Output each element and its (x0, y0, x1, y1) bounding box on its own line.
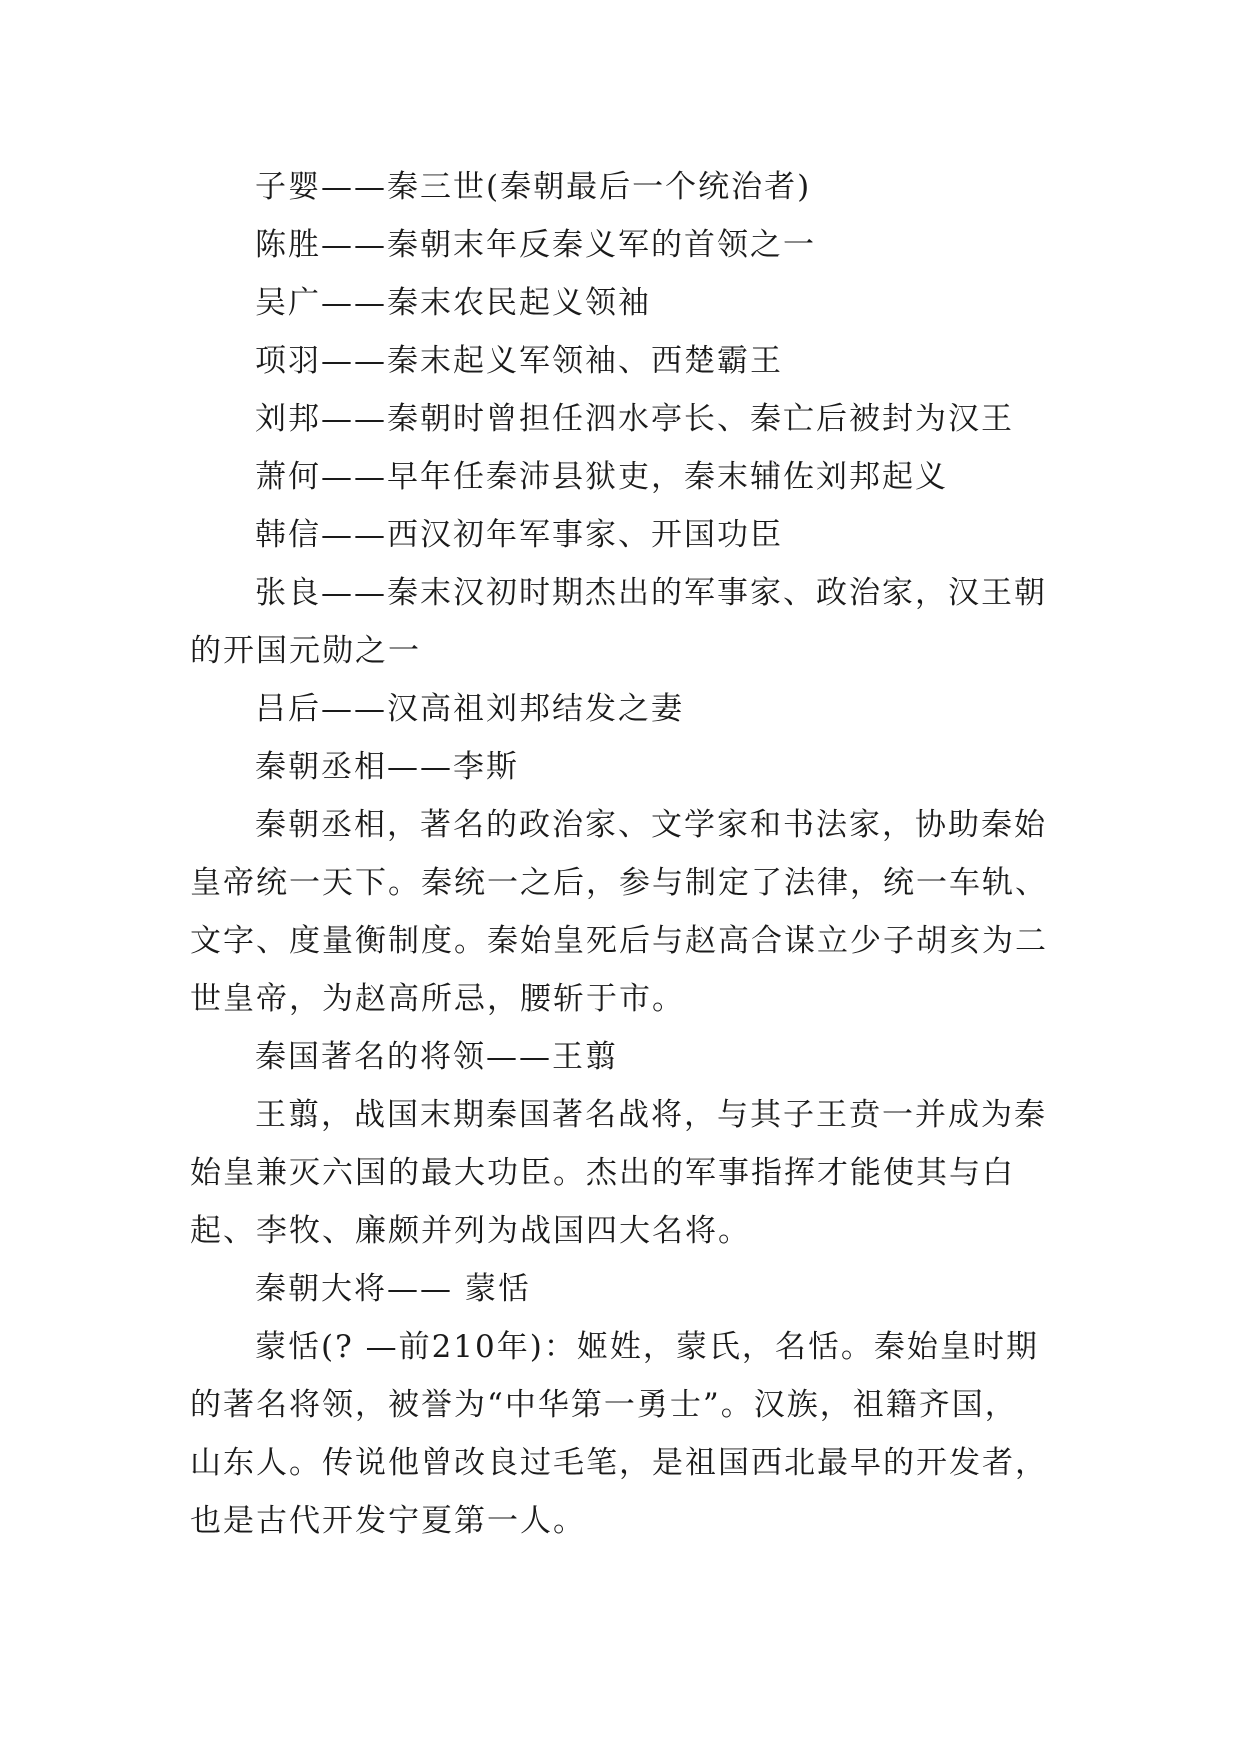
paragraph-wuguang: 吴广——秦末农民起义领袖 (255, 285, 651, 321)
heading-lisi: 秦朝丞相——李斯 (255, 749, 519, 785)
paragraph-lvhou: 吕后——汉高祖刘邦结发之妻 (255, 691, 684, 727)
paragraph-chensheng: 陈胜——秦朝末年反秦义军的首领之一 (255, 227, 816, 263)
paragraph-zhangliang: 张良——秦末汉初时期杰出的军事家、政治家，汉王朝的开国元勋之一 (190, 575, 1047, 669)
paragraph-wangjian-bio: 王翦，战国末期秦国著名战将，与其子王贲一并成为秦始皇兼灭六国的最大功臣。杰出的军事指挥才能使其与白起、李牧、廉颇并列为战国四大名将。 (190, 1097, 1047, 1249)
paragraph-xiaohe: 萧何——早年任秦沛县狱吏，秦末辅佐刘邦起义 (255, 459, 948, 495)
paragraph-ziying: 子婴——秦三世(秦朝最后一个统治者) (255, 169, 812, 205)
paragraph-lisi-bio: 秦朝丞相，著名的政治家、文学家和书法家，协助秦始皇帝统一天下。秦统一之后，参与制定了法律，统一车轨、文字、度量衡制度。秦始皇死后与赵高合谋立少子胡亥为二世皇帝，为赵高所忌，腰斩于市。 (190, 807, 1048, 1017)
paragraph-mengtian-bio: 蒙恬(? —前210年)：姬姓，蒙氏，名恬。秦始皇时期的著名将领，被誉为“中华第一勇士”。汉族，祖籍齐国，山东人。传说他曾改良过毛笔，是祖国西北最早的开发者，也是古代开发宁夏第一人。 (190, 1329, 1048, 1539)
document-body (190, 158, 1050, 1550)
paragraph-liubang: 刘邦——秦朝时曾担任泗水亭长、秦亡后被封为汉王 (255, 401, 1014, 437)
heading-wangjian: 秦国著名的将领——王翦 (255, 1039, 618, 1075)
paragraph-xiangyu: 项羽——秦末起义军领袖、西楚霸王 (255, 343, 783, 379)
paragraph-hanxin: 韩信——西汉初年军事家、开国功臣 (255, 517, 783, 553)
heading-mengtian: 秦朝大将—— 蒙恬 (255, 1271, 531, 1307)
